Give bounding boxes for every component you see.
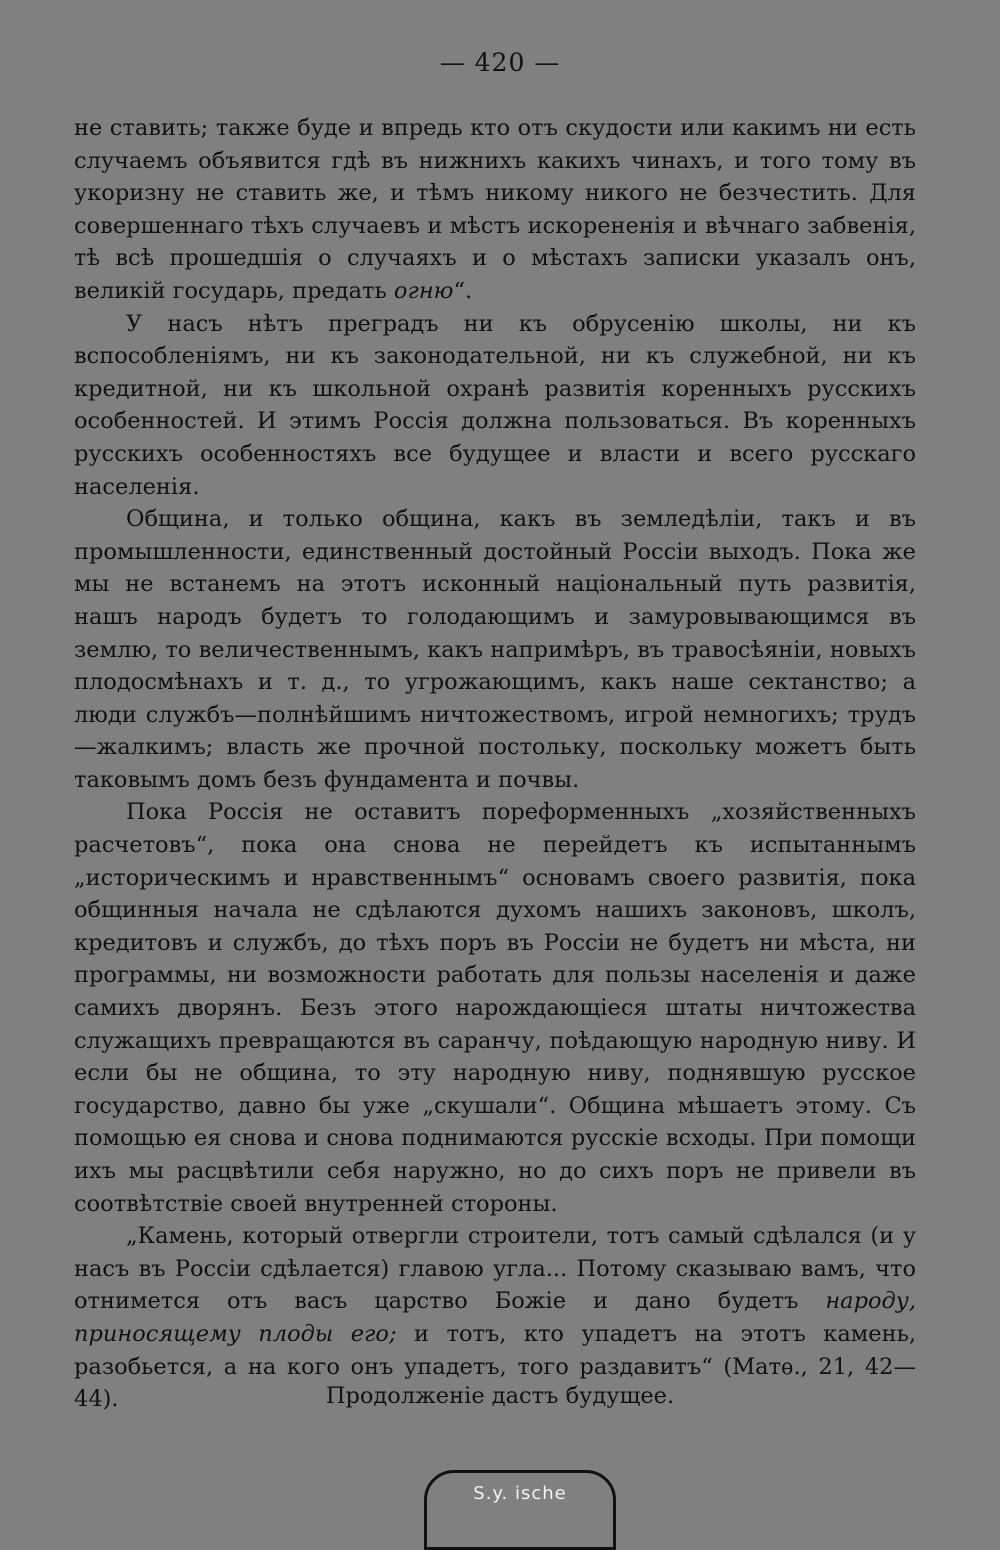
page-number: — 420 — — [439, 48, 561, 77]
paragraph-3 — [74, 503, 916, 796]
paragraph-1-italic: огню — [393, 277, 454, 304]
paragraph-1-text: не ставить; также буде и впредь кто отъ скудости или какимъ ни есть случаемъ объявится гдѣ въ нижнихъ какихъ чинахъ, и того тому въ укоризну не ставить же, и тѣмъ никому никого не безчестить. Для совершеннаго тѣхъ случаевъ и мѣстъ искорененія и вѣчнаго забвенія, тѣ всѣ прошедшія о случаяхъ и о мѣстахъ записки указалъ онъ, великій государь, предать — [74, 115, 916, 304]
paragraph-5-italic: народу, приносящему плоды его; — [74, 1288, 916, 1347]
paragraph-2 — [74, 308, 916, 504]
paragraph-1-tail: “. — [453, 277, 473, 304]
library-stamp — [424, 1470, 616, 1550]
continuation-note: Продолженіе дастъ будущее. — [325, 1383, 675, 1409]
paragraph-3-text: Община, и только община, какъ въ земледѣліи, такъ и въ промышленности, единственный достойный Россіи выходъ. Пока же мы не встанемъ на этотъ исконный національный путь развитія, нашъ народъ будетъ то голодающимъ и замуровывающимся въ землю, то величественнымъ, какъ напримѣръ, въ травосѣяніи, новыхъ плодосмѣнахъ и т. д., то угрожающимъ, какъ наше сектанство; а люди службъ—полнѣйшимъ ничтожествомъ, игрой немногихъ; трудъ—жалкимъ; власть же прочной постольку, поскольку можетъ быть таковымъ домъ безъ фундамента и почвы. — [74, 506, 916, 793]
stamp-text: S.y. ische — [473, 1483, 567, 1504]
paragraph-4 — [74, 796, 916, 1220]
paragraph-1 — [74, 112, 916, 308]
body-text — [74, 112, 916, 1416]
paragraph-2-text: У насъ нѣтъ преградъ ни къ обрусенію школы, ни къ вспособленіямъ, ни къ законодательной, ни къ служебной, ни къ кредитной, ни къ школьной охранѣ развитія коренныхъ русскихъ особенностей. И этимъ Россія должна пользоваться. Въ коренныхъ русскихъ особенностяхъ все будущее и власти и всего русскаго населенія. — [74, 310, 916, 500]
paragraph-5-tail: и тотъ, кто упадетъ на этотъ камень, разобьется, а на кого онъ упадетъ, того раздавитъ“ (Матѳ., 21, 42—44). — [74, 1320, 916, 1413]
paragraph-4-text: Пока Россія не оставитъ пореформенныхъ „хозяйственныхъ расчетовъ“, пока она снова не перейдетъ къ испытаннымъ „историческимъ и нравственнымъ“ основамъ своего развитія, пока общинныя начала не сдѣлаются духомъ нашихъ законовъ, школъ, кредитовъ и службъ, до тѣхъ поръ въ Россіи не будетъ ни мѣста, ни программы, ни возможности работать для пользы населенія и даже самихъ дворянъ. Безъ этого нарождающіеся штаты ничтожества служащихъ превращаются въ саранчу, поѣдающую народную ниву. И если бы не община, то эту народную ниву, поднявшую русское государство, давно бы уже „скушали“. Община мѣшаетъ этому. Съ помощью ея снова и снова поднимаются русскіе всходы. При помощи ихъ мы расцвѣтили себя наружно, но до сихъ поръ не привели въ соотвѣтствіе своей внутренней стороны. — [74, 799, 916, 1217]
paragraph-5-text: „Камень, который отвергли строители, тотъ самый сдѣлался (и у насъ въ Россіи сдѣлается) главою угла... Потому сказываю вамъ, что отнимется отъ васъ царство Божіе и дано будетъ — [74, 1223, 916, 1315]
